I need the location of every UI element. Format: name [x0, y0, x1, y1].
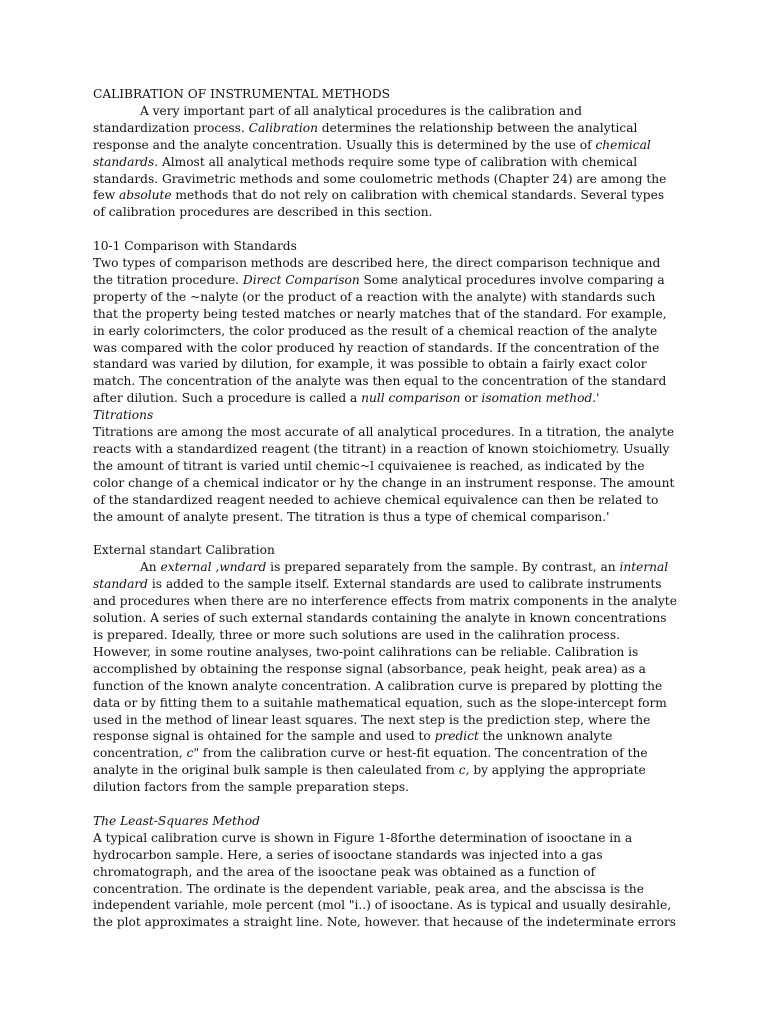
text-run: Almost all analytical methods require some type of calibration with chemical standards. Gravimetric methods and some coulometric methods (Chapter 24) are among the few: [93, 154, 667, 203]
text-run: function of the known analyte concentration. A calibration curve is prepared by plotting the data or by fitting them to a suitahle mathematical equation, such as the slope-intercept form used in the method of linear least squares. The next step is the prediction step, where the response signal is ohtained for the sample and used to: [93, 678, 667, 744]
italic-term: predict: [434, 729, 479, 744]
text-run: methods that do not rely on calibration with chemical standards. Several types of calibration procedures are described in this section.: [93, 188, 665, 220]
text-run: A typical calibration curve is shown in Figure 1-8forthe determination of isooctane in a hydrocarbon sample. Here, a series of isooctane standards was injected into a gas chromatograph, and the area of the isooctane peak was obtained as a function of concentration. The ordinate is the dependent variable, peak area, and the abscissa is the independent variahle, mole percent (mol "i..) of isooctane. As is typical and usually desirahle, the plot approximates a straight line. Note, however. that hecause of the indeterminate errors: [93, 830, 677, 930]
least-squares-paragraph: [93, 830, 678, 931]
italic-term: absolute: [119, 188, 172, 203]
italic-term: null comparison: [361, 391, 461, 406]
text-run: An: [140, 560, 161, 575]
italic-term: Calibration: [248, 120, 318, 135]
section-heading-least-squares: The Least-Squares Method: [93, 813, 260, 828]
section-heading-comparison: 10-1 Comparison with Standards: [93, 239, 297, 254]
text-run: Two types of comparison methods are described here, the direct comparison technique and the titration procedure.: [93, 256, 661, 287]
italic-term: chemical standards.: [93, 137, 651, 169]
titrations-paragraph: [93, 424, 678, 525]
text-run: A very important part of all analytical procedures is the calibration and standardization process.: [93, 103, 582, 135]
italic-term: Direct Comparison: [242, 272, 360, 287]
intro-paragraph: [93, 103, 678, 221]
external-calibration-text: [93, 560, 677, 675]
text-run: by applying the appropriate dilution factors from the sample preparation steps.: [93, 763, 646, 795]
text-run: Some analytical procedures involve comparing a property of the ~nalyte (or the product of a reaction with the analyte) with standards such that the property being tested matches or nearly matches that of the standard. For example, in early colorimcters, the color produced as the result of a chemical reaction of the analyte was compared with the color produced hy reaction of standards. If the concentration of the standard was varied by dilution, for example, it was possible to obtain a fairly exact color match. The concentration of the analyte was then equal to the concentration of the standard after dilution. Such a procedure is called a: [93, 272, 667, 406]
italic-term: isomation method.': [481, 391, 600, 406]
external-calibration-paragraph: [93, 559, 678, 677]
document-title: CALIBRATION OF INSTRUMENTAL METHODS: [93, 87, 391, 101]
italic-term: c": [186, 746, 200, 761]
external-calibration-paragraph-cont: [93, 678, 678, 796]
intro-text: [93, 104, 666, 219]
text-run: is prepared separately from the sample. By contrast, an: [266, 560, 620, 575]
paragraph-gap: [93, 796, 678, 813]
text-run: from the calibration curve or hest-fit equation. The concentration of the analyte in the original bulk sample is then caleulated from: [93, 746, 648, 778]
text-run: the unknown analyte concentration,: [93, 729, 613, 761]
text-run: Titrations are among the most accurate of all analytical procedures. In a titration, the analyte reacts with a standardized reagent (the titrant) in a reaction of known stoichiometry. Usually the amount of titrant is varied until chemic~l cquivaienee is reached, as indicated by the color change of a chemical indicator or hy the change in an instrument response. The amount of the standardized reagent needed to achieve chemical equivalence can then be related to the amount of analyte present. The titration is thus a type of chemical comparison.': [93, 425, 675, 524]
section-heading-external-calibration: External standart Calibration: [93, 543, 275, 558]
italic-term: internal standard: [93, 560, 669, 592]
italic-term: c,: [458, 763, 470, 778]
italic-term: external ,wndard: [160, 560, 267, 575]
text-run: determines the relationship between the analytical response and the analyte concentration. Usually this is determined by the use of: [93, 120, 638, 152]
text-run: or: [460, 391, 482, 406]
paragraph-gap: [93, 221, 678, 238]
comparison-paragraph: [93, 255, 678, 407]
section-heading-titrations: Titrations: [93, 408, 154, 423]
document-page: [93, 86, 678, 931]
text-run: is added to the sample itself. External standards are used to calibrate instruments and procedures when there are no interference effects from matrix components in the analyte solution. A series of such external standards containing the analyte in known concentrations is prepared. Ideally, three or more such solutions are used in the calihration process. However, in some routine analyses, two-point calihrations can be reliable. Calibration is accomplished by obtaining the response signal (absorbance, peak height, peak area) as a: [93, 577, 677, 676]
paragraph-gap: [93, 526, 678, 543]
